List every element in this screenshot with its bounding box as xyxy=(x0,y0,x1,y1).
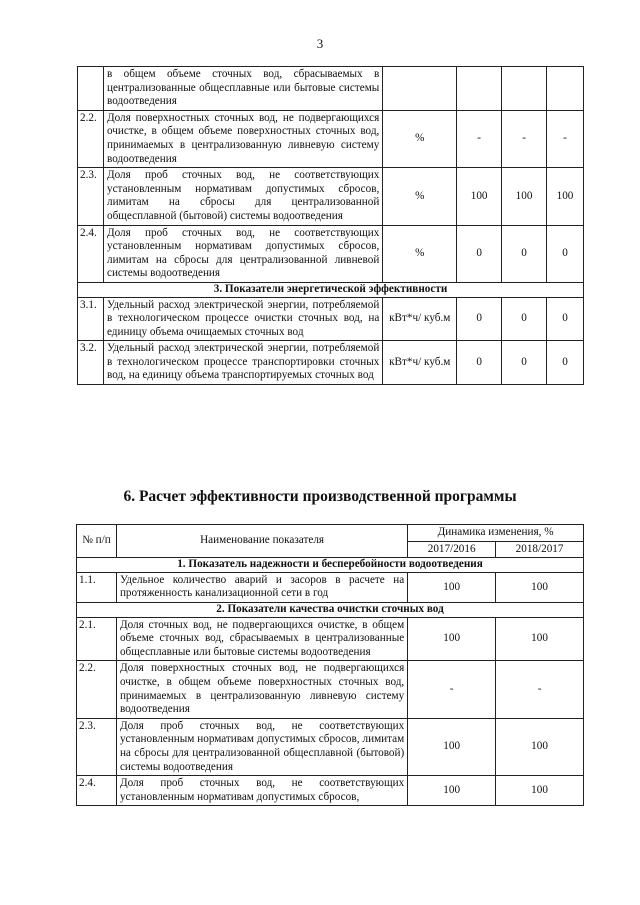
unit-of-measure: % xyxy=(383,110,457,167)
section-title: 1. Показатель надежности и бесперебойности водоотведения xyxy=(77,558,584,573)
row-number: 2.2. xyxy=(77,661,117,718)
table-row xyxy=(78,110,584,167)
value-cell: 100 xyxy=(408,718,496,775)
indicator-name: Доля сточных вод, не подвергающихся очистке, в общем объеме сточных вод, сбрасываемых в централизованные общесплавные или бытовые системы водоотведения xyxy=(116,617,407,661)
value-cell: - xyxy=(457,110,502,167)
table-row xyxy=(77,572,584,602)
value-cell: 0 xyxy=(547,297,584,341)
indicators-table-continued xyxy=(77,66,584,385)
table-row xyxy=(78,297,584,341)
row-number: 2.1. xyxy=(77,617,117,661)
unit-of-measure: % xyxy=(383,168,457,225)
value-cell: 100 xyxy=(547,168,584,225)
section-title: 2. Показатели качества очистки сточных вод xyxy=(77,602,584,617)
indicator-name: Удельный расход электрической энергии, потребляемой в технологическом процессе транспортировки сточных вод, на единицу объема транспортируемых сточных вод xyxy=(103,341,382,385)
row-number xyxy=(78,67,104,111)
efficiency-table xyxy=(76,524,584,806)
indicator-name: Доля поверхностных сточных вод, не подвергающихся очистке, в общем объеме поверхностных сточных вод, принимаемых в централизованную ливневую систему водоотведения xyxy=(116,661,407,718)
value-cell: 100 xyxy=(408,572,496,602)
column-header-dynamics: Динамика изменения, % xyxy=(408,525,584,542)
unit-of-measure: % xyxy=(383,225,457,282)
value-cell: 100 xyxy=(496,718,584,775)
value-cell: 0 xyxy=(457,341,502,385)
row-number: 2.4. xyxy=(78,225,104,282)
column-header-name: Наименование показателя xyxy=(116,525,407,558)
row-number: 3.2. xyxy=(78,341,104,385)
value-cell: 0 xyxy=(502,225,547,282)
indicator-name: Удельный расход электрической энергии, потребляемой в технологическом процессе очистки сточных вод, на единицу объема очищаемых сточных вод xyxy=(103,297,382,341)
section-row xyxy=(78,282,584,297)
value-cell: - xyxy=(547,110,584,167)
row-number: 3.1. xyxy=(78,297,104,341)
row-number: 2.4. xyxy=(77,776,117,806)
table-row xyxy=(77,776,584,806)
indicator-name: Доля проб сточных вод, не соответствующих установленным нормативам допустимых сбросов, лимитам на сбросы для централизованной общесплавной (бытовой) системы водоотведения xyxy=(103,168,382,225)
column-header-2018-2017: 2018/2017 xyxy=(496,541,584,558)
column-header-num: № п/п xyxy=(77,525,117,558)
column-header-2017-2016: 2017/2016 xyxy=(408,541,496,558)
unit-of-measure xyxy=(383,67,457,111)
section-title: 3. Показатели энергетической эффективности xyxy=(78,282,584,297)
value-cell: 0 xyxy=(457,225,502,282)
indicator-name: Удельное количество аварий и засоров в расчете на протяженность канализационной сети в год xyxy=(116,572,407,602)
value-cell: 0 xyxy=(547,225,584,282)
table-row xyxy=(78,67,584,111)
table-row xyxy=(77,617,584,661)
section-heading: 6. Расчет эффективности производственной программы xyxy=(123,488,517,505)
value-cell xyxy=(502,67,547,111)
value-cell: 100 xyxy=(408,776,496,806)
value-cell: 100 xyxy=(496,617,584,661)
row-number: 2.2. xyxy=(78,110,104,167)
value-cell: 100 xyxy=(496,776,584,806)
value-cell: - xyxy=(496,661,584,718)
indicator-name: Доля проб сточных вод, не соответствующих установленным нормативам допустимых сбросов, xyxy=(116,776,407,806)
value-cell: 0 xyxy=(457,297,502,341)
indicator-name: в общем объеме сточных вод, сбрасываемых в централизованные общесплавные или бытовые системы водоотведения xyxy=(103,67,382,111)
value-cell: 100 xyxy=(457,168,502,225)
table-header-row xyxy=(77,525,584,542)
indicator-name: Доля поверхностных сточных вод, не подвергающихся очистке, в общем объеме поверхностных сточных вод, принимаемых в централизованную ливневую систему водоотведения xyxy=(103,110,382,167)
value-cell: - xyxy=(502,110,547,167)
value-cell: 0 xyxy=(502,341,547,385)
row-number: 2.3. xyxy=(77,718,117,775)
indicator-name: Доля проб сточных вод, не соответствующих установленным нормативам допустимых сбросов, лимитам на сбросы для централизованной общесплавной (бытовой) системы водоотведения xyxy=(116,718,407,775)
row-number: 2.3. xyxy=(78,168,104,225)
table-row xyxy=(77,718,584,775)
page-number: 3 xyxy=(316,36,324,51)
value-cell xyxy=(547,67,584,111)
unit-of-measure: кВт*ч/ куб.м xyxy=(383,297,457,341)
value-cell xyxy=(457,67,502,111)
value-cell: 100 xyxy=(496,572,584,602)
table-row xyxy=(77,661,584,718)
section-row xyxy=(77,558,584,573)
table-row xyxy=(78,168,584,225)
value-cell: 0 xyxy=(502,297,547,341)
unit-of-measure: кВт*ч/ куб.м xyxy=(383,341,457,385)
indicator-name: Доля проб сточных вод, не соответствующих установленным нормативам допустимых сбросов, лимитам на сбросы для централизованной ливневой системы водоотведения xyxy=(103,225,382,282)
value-cell: 100 xyxy=(502,168,547,225)
table-row xyxy=(78,341,584,385)
value-cell: 0 xyxy=(547,341,584,385)
section-row xyxy=(77,602,584,617)
table-row xyxy=(78,225,584,282)
row-number: 1.1. xyxy=(77,572,117,602)
value-cell: - xyxy=(408,661,496,718)
value-cell: 100 xyxy=(408,617,496,661)
